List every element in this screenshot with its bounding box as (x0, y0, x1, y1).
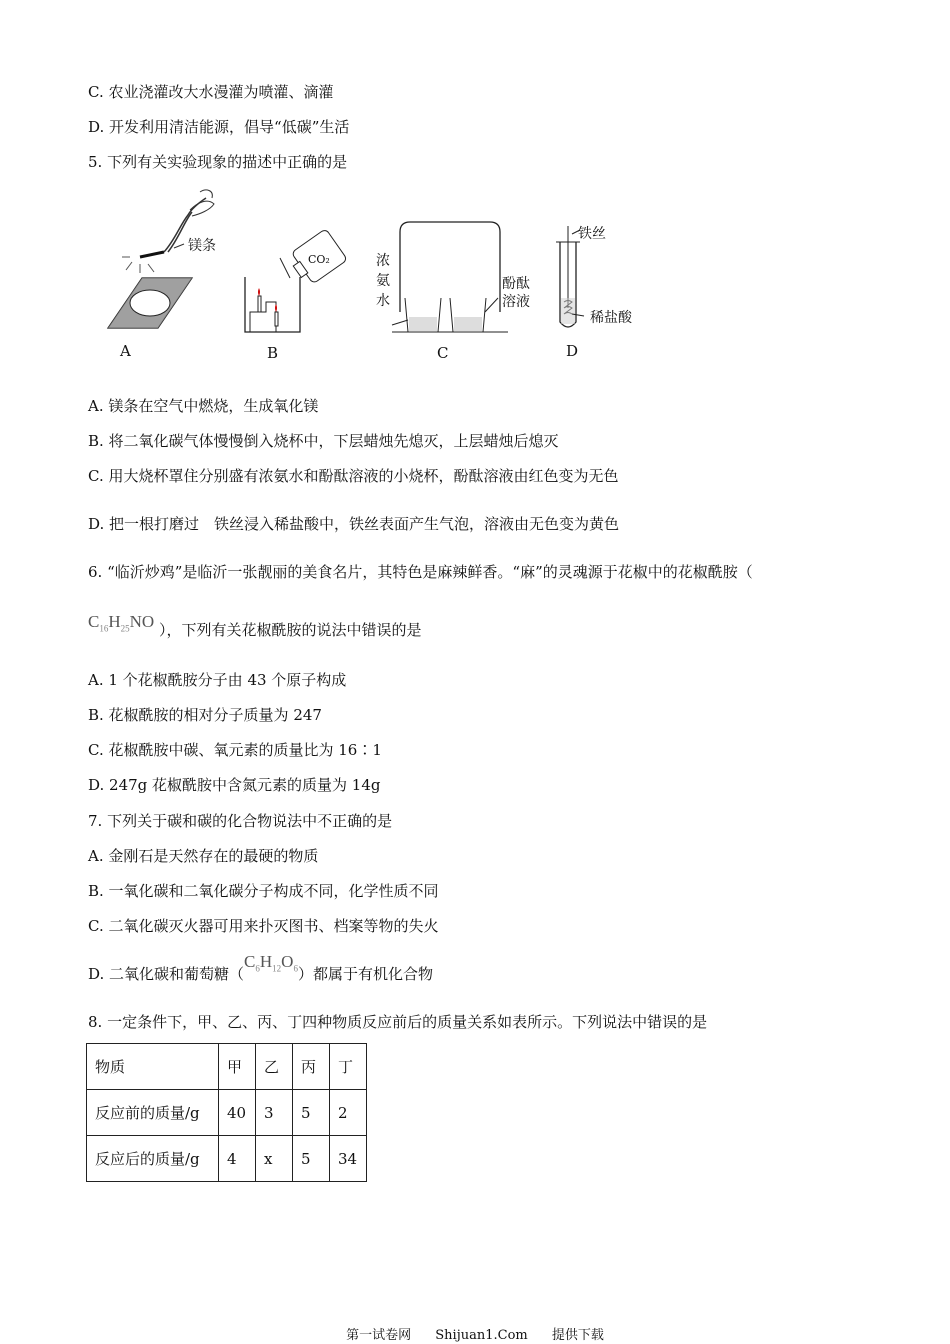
q4-option-d: D. 开发利用清洁能源，倡导“低碳”生活 (88, 118, 350, 136)
glucose-formula: $C_6H_{12}O_6$ (244, 952, 298, 974)
ammonia-label-3: 水 (376, 293, 390, 309)
q7-option-b: B. 一氧化碳和二氧化碳分子构成不同，化学性质不同 (88, 882, 439, 900)
table-cell: 丙 (293, 1044, 330, 1090)
ammonia-label-1: 浓 (376, 253, 390, 269)
table-row (87, 1090, 367, 1136)
mass-table (86, 1043, 367, 1182)
table-cell: 5 (293, 1136, 330, 1182)
ammonia-label-2: 氨 (376, 273, 390, 289)
experiment-illustration (80, 180, 680, 370)
q6-stem-line2-text: ），下列有关花椒酰胺的说法中错误的是 (158, 621, 422, 639)
figure-label-b: B (267, 344, 279, 362)
footer-action: 提供下载 (551, 1328, 604, 1343)
footer-site: 第一试卷网 (346, 1328, 412, 1343)
figure-label-a: A (120, 342, 131, 360)
q5-option-d: D. 把一根打磨过 铁丝浸入稀盐酸中，铁丝表面产生气泡，溶液由无色变为黄色 (88, 515, 620, 533)
mg-label: 镁条 (188, 238, 216, 254)
q5-option-a: A. 镁条在空气中燃烧，生成氧化镁 (88, 397, 319, 415)
q6-stem-line2 (88, 612, 421, 638)
wire-label: 铁丝 (578, 226, 606, 242)
q5-experiment-figure (80, 180, 680, 370)
table-cell: 4 (219, 1136, 256, 1182)
q7-option-c: C. 二氧化碳灭火器可用来扑灭图书、档案等物的失火 (88, 917, 439, 935)
q8-stem: 8. 一定条件下，甲、乙、丙、丁四种物质反应前后的质量关系如表所示。下列说法中错误的是 (88, 1013, 708, 1031)
figure-b-drawing (245, 229, 347, 332)
table-cell: 丁 (330, 1044, 367, 1090)
q6-option-a: A. 1 个花椒酰胺分子由 43 个原子构成 (88, 671, 347, 689)
table-cell: 反应前的质量/g (87, 1090, 219, 1136)
q7-stem: 7. 下列关于碳和碳的化合物说法中不正确的是 (88, 812, 393, 830)
q5-stem: 5. 下列有关实验现象的描述中正确的是 (88, 153, 348, 171)
table-cell: 反应后的质量/g (87, 1136, 219, 1182)
figure-label-d: D (566, 342, 579, 360)
q6-option-d: D. 247g 花椒酰胺中含氮元素的质量为 14g (88, 776, 381, 794)
acid-label: 稀盐酸 (590, 310, 632, 326)
q5-option-b: B. 将二氧化碳气体慢慢倒入烧杯中，下层蜡烛先熄灭，上层蜡烛后熄灭 (88, 432, 559, 450)
table-cell: 甲 (219, 1044, 256, 1090)
q6-stem-line1: 6. “临沂炒鸡”是临沂一张靓丽的美食名片，其特色是麻辣鲜香。“麻”的灵魂源于花椒中的花椒酰胺（ (88, 563, 753, 581)
table-cell: 5 (293, 1090, 330, 1136)
q5-option-c: C. 用大烧杯罩住分别盛有浓氨水和酚酞溶液的小烧杯，酚酞溶液由红色变为无色 (88, 467, 619, 485)
figure-label-c: C (437, 344, 449, 362)
table-cell: 3 (256, 1090, 293, 1136)
table-cell: 物质 (87, 1044, 219, 1090)
figure-a-drawing (108, 190, 216, 328)
table-cell: 34 (330, 1136, 367, 1182)
phenol-label-2: 溶液 (502, 294, 530, 310)
table-cell: x (256, 1136, 293, 1182)
zanthoxylamide-formula: $C_{16}H_{25}NO$ (88, 612, 155, 634)
table-row (87, 1136, 367, 1182)
phenol-label-1: 酚酞 (502, 276, 530, 292)
q7-option-d: D. 二氧化碳和葡萄糖$(C_6H_{12}O_6)$都属于有机化合物 (88, 952, 433, 983)
table-cell: 40 (219, 1090, 256, 1136)
figure-c-drawing (392, 222, 508, 332)
table-cell: 乙 (256, 1044, 293, 1090)
q7-option-a: A. 金刚石是天然存在的最硬的物质 (88, 847, 319, 865)
page-footer (0, 1324, 950, 1343)
table-header-row (87, 1044, 367, 1090)
co2-label: CO₂ (308, 253, 330, 266)
q4-option-c: C. 农业浇灌改大水漫灌为喷灌、滴灌 (88, 83, 334, 101)
table-cell: 2 (330, 1090, 367, 1136)
q6-option-b: B. 花椒酰胺的相对分子质量为 247 (88, 706, 322, 724)
footer-domain[interactable]: Shijuan1.Com (435, 1328, 528, 1343)
q6-option-c: C. 花椒酰胺中碳、氧元素的质量比为 16∶1 (88, 741, 382, 759)
